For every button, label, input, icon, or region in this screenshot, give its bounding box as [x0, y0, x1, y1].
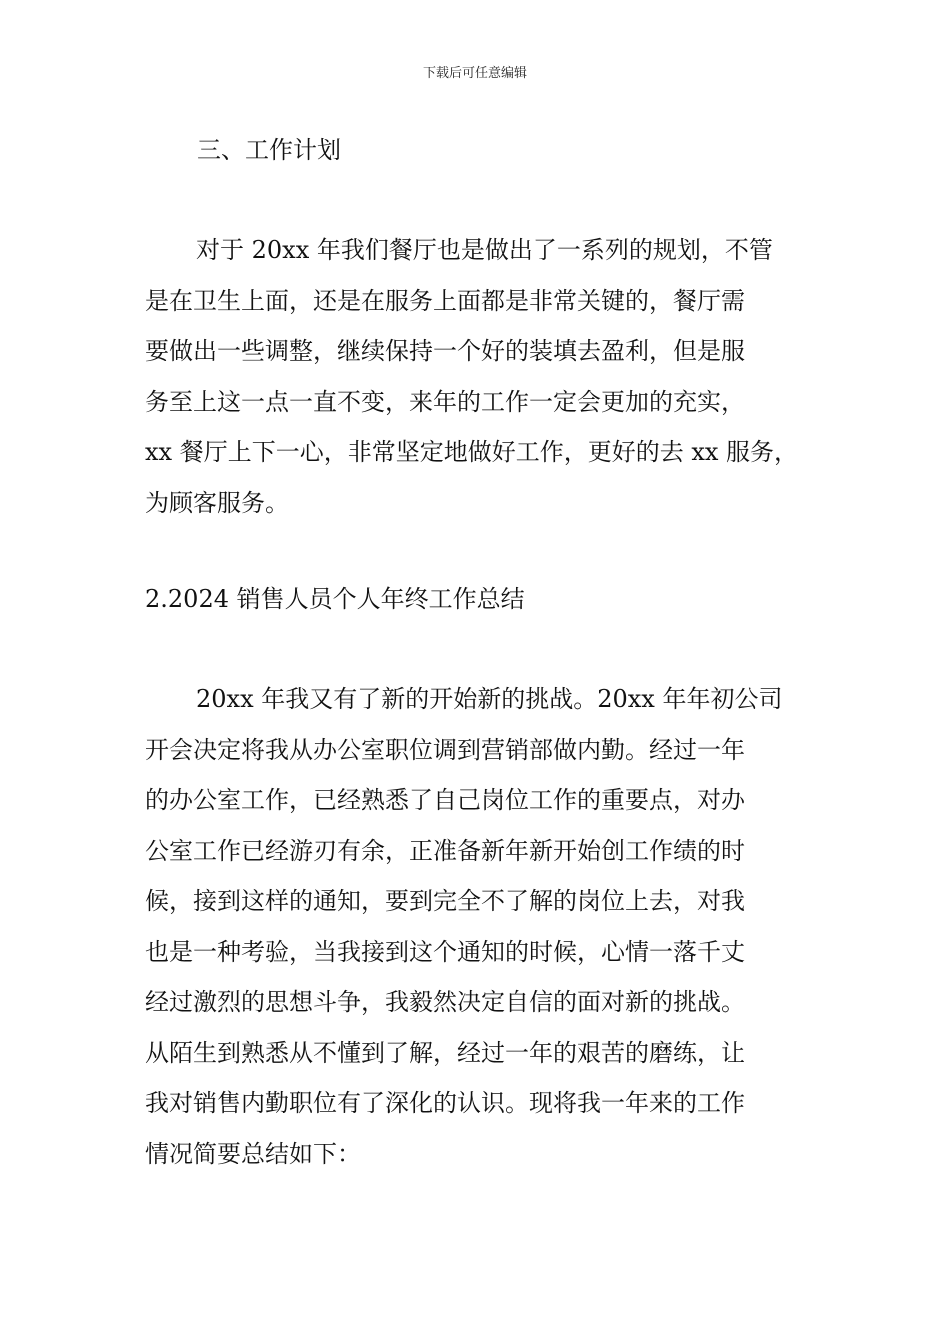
paragraph-line: 也是一种考验，当我接到这个通知的时候，心情一落千丈 [145, 937, 745, 966]
article-title: 2.2024 销售人员个人年终工作总结 [145, 585, 525, 613]
paragraph-line: 是在卫生上面，还是在服务上面都是非常关键的，餐厅需 [145, 286, 745, 315]
paragraph-line: 经过激烈的思想斗争，我毅然决定自信的面对新的挑战。 [145, 988, 745, 1016]
section-heading-work-plan: 三、工作计划 [197, 136, 341, 164]
paragraph-line: 从陌生到熟悉从不懂到了解，经过一年的艰苦的磨练，让 [145, 1038, 745, 1067]
paragraph-line: 要做出一些调整，继续保持一个好的装填去盈利，但是服 [145, 337, 745, 365]
paragraph-line: 20xx 年我又有了新的开始新的挑战。20xx 年年初公司 [196, 685, 783, 713]
paragraph-line: 为顾客服务。 [145, 488, 289, 517]
paragraph-line: 公室工作已经游刃有余，正准备新年新开始创工作绩的时 [145, 836, 745, 865]
paragraph-line: 务至上这一点一直不变，来年的工作一定会更加的充实， [145, 387, 745, 416]
paragraph-line: xx 餐厅上下一心，非常坚定地做好工作，更好的去 xx 服务， [145, 438, 799, 466]
paragraph-line: 我对销售内勤职位有了深化的认识。现将我一年来的工作 [145, 1089, 745, 1117]
paragraph-line: 情况简要总结如下： [145, 1139, 361, 1168]
paragraph-line: 候，接到这样的通知，要到完全不了解的岗位上去，对我 [145, 887, 745, 915]
page-header: 下载后可任意编辑 [422, 66, 527, 81]
paragraph-line: 开会决定将我从办公室职位调到营销部做内勤。经过一年 [145, 735, 745, 764]
paragraph-line: 的办公室工作，已经熟悉了自己岗位工作的重要点，对办 [145, 786, 745, 814]
summary-paragraph [145, 674, 845, 1179]
work-plan-paragraph [145, 225, 845, 528]
paragraph-line: 对于 20xx 年我们餐厅也是做出了一系列的规划，不管 [196, 236, 773, 264]
